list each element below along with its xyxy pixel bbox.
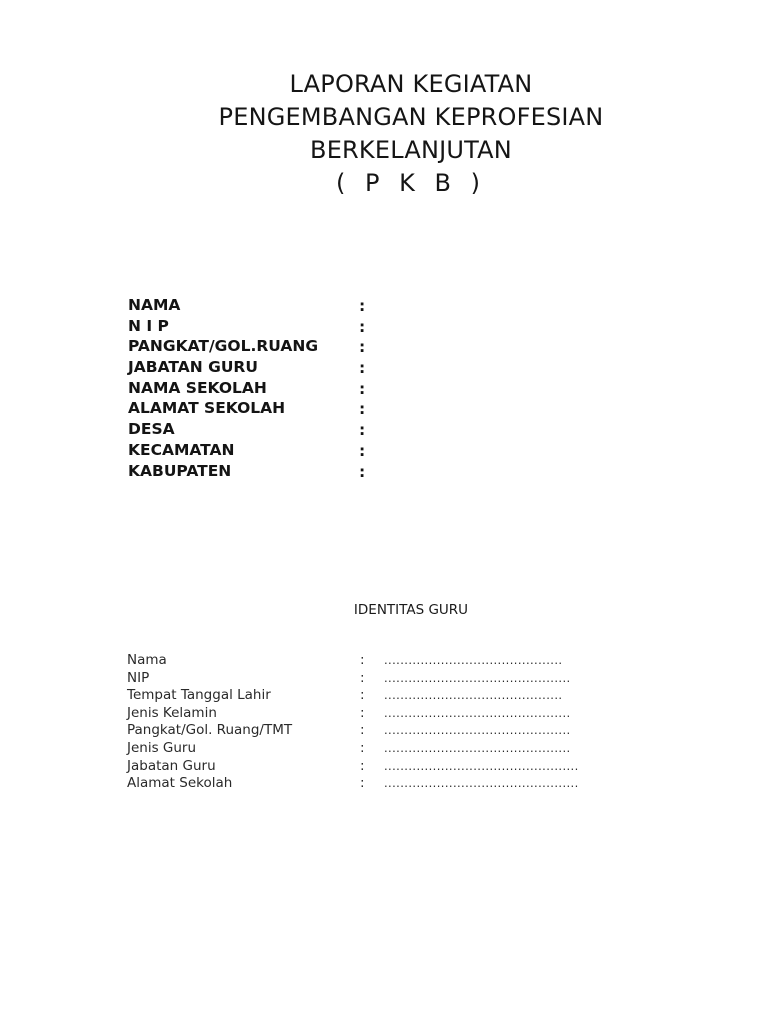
- field-colon: :: [359, 359, 366, 378]
- identity-label: Pangkat/Gol. Ruang/TMT: [127, 722, 293, 739]
- identity-colon: :: [360, 704, 365, 721]
- title-line-1: LAPORAN KEGIATAN: [289, 70, 533, 98]
- identity-label: Jenis Guru: [127, 739, 197, 756]
- field-label: JABATAN GURU: [128, 358, 258, 377]
- identity-colon: :: [360, 722, 365, 739]
- identity-label: Jabatan Guru: [127, 757, 216, 774]
- identity-blank: ..............................................: [384, 670, 571, 685]
- identity-colon: :: [360, 687, 365, 704]
- identity-blank: ..............................................: [384, 723, 571, 738]
- title-line-4: ( P K B ): [336, 169, 486, 197]
- field-colon: :: [359, 441, 366, 460]
- field-colon: :: [359, 462, 366, 481]
- field-colon: :: [359, 317, 366, 336]
- field-colon: :: [359, 400, 366, 419]
- field-label: KECAMATAN: [128, 440, 235, 459]
- identity-colon: :: [360, 739, 365, 756]
- field-colon: :: [359, 421, 366, 440]
- identity-colon: :: [360, 775, 365, 792]
- title-line-3: BERKELANJUTAN: [310, 136, 512, 164]
- field-colon: :: [359, 338, 366, 357]
- field-label: NAMA: [128, 296, 181, 314]
- identity-colon: :: [360, 669, 365, 686]
- title-line-2: PENGEMBANGAN KEPROFESIAN: [218, 103, 604, 131]
- identity-blank: ................................................: [384, 776, 579, 791]
- field-label: PANGKAT/GOL.RUANG: [128, 337, 319, 356]
- identity-blank: ............................................: [384, 653, 563, 667]
- identity-label: Alamat Sekolah: [127, 775, 233, 792]
- identity-colon: :: [360, 757, 365, 774]
- report-title: [0, 68, 768, 200]
- field-colon: :: [359, 297, 366, 315]
- identity-label: Nama: [127, 652, 167, 668]
- identity-blank: ..............................................: [384, 740, 571, 755]
- identity-blank: ............................................: [384, 688, 563, 703]
- field-label: ALAMAT SEKOLAH: [128, 399, 286, 418]
- field-colon: :: [359, 379, 366, 398]
- field-label: N I P: [128, 316, 169, 335]
- field-label: DESA: [128, 420, 175, 439]
- identity-heading: IDENTITAS GURU: [353, 602, 469, 618]
- field-label: KABUPATEN: [128, 461, 232, 480]
- identity-colon: :: [360, 652, 365, 668]
- identity-label: Jenis Kelamin: [127, 704, 217, 721]
- identity-blank: ................................................: [384, 758, 579, 773]
- identity-label: Tempat Tanggal Lahir: [127, 687, 271, 704]
- identity-blank: ..............................................: [384, 705, 571, 720]
- field-label: NAMA SEKOLAH: [128, 378, 267, 397]
- identity-label: NIP: [127, 669, 150, 686]
